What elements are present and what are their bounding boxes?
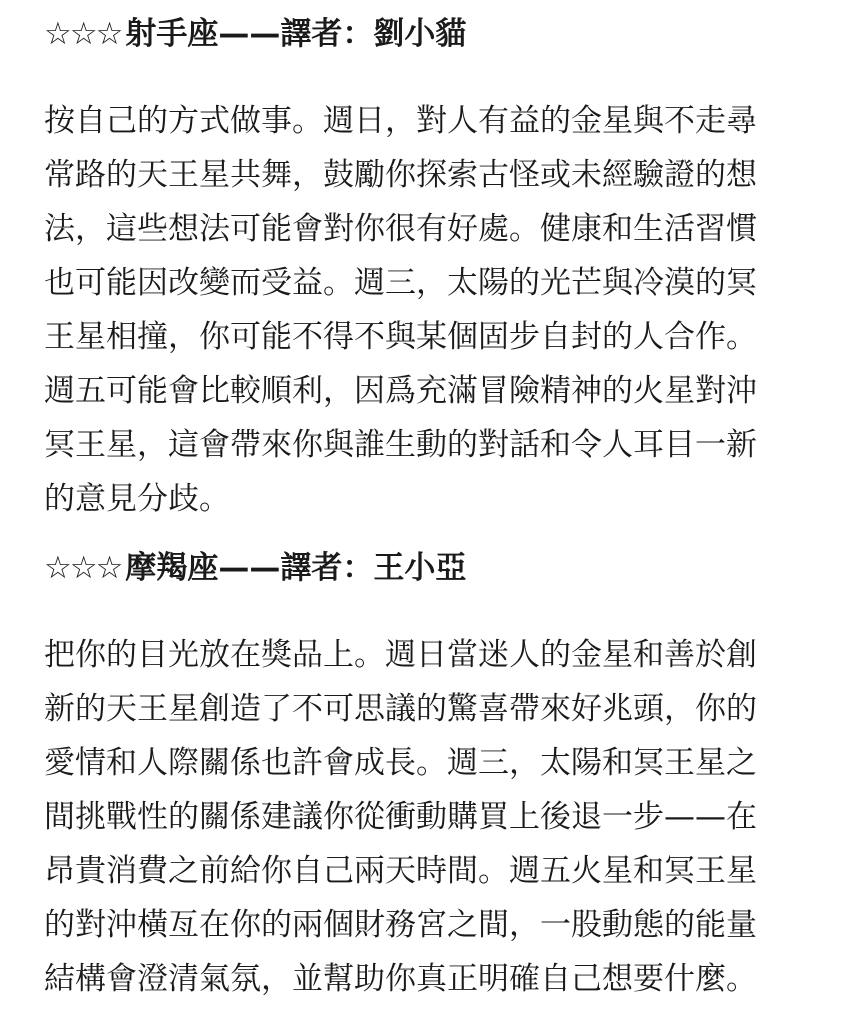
text-line: 按自己的方式做事。週日，對人有益的金星與不走尋 [44, 103, 757, 139]
text-line: 週五可能會比較順利，因爲充滿冒險精神的火星對沖 [44, 373, 757, 409]
heading-text: 摩羯座——譯者：王小亞 [125, 550, 467, 586]
text-line: 新的天王星創造了不可思議的驚喜帶來好兆頭，你的 [44, 691, 757, 727]
text-line: 冥王星，這會帶來你與誰生動的對話和令人耳目一新 [44, 427, 757, 463]
text-line: 把你的目光放在獎品上。週日當迷人的金星和善於創 [44, 637, 757, 673]
star-rating-icon: ☆☆☆ [44, 550, 122, 586]
heading-text: 射手座——譯者：劉小貓 [125, 16, 467, 52]
text-line: 間挑戰性的關係建議你從衝動購買上後退一步——在 [44, 799, 757, 835]
text-line: 愛情和人際關係也許會成長。週三，太陽和冥王星之 [44, 745, 757, 781]
section-heading-capricorn [44, 548, 466, 588]
text-line: 結構會澄清氣氛，並幫助你真正明確自己想要什麼。 [44, 961, 757, 997]
text-line: 法，這些想法可能會對你很有好處。健康和生活習慣 [44, 211, 757, 247]
text-line: 昂貴消費之前給你自己兩天時間。週五火星和冥王星 [44, 853, 757, 889]
text-line: 的對沖橫亙在你的兩個財務宮之間，一股動態的能量 [44, 907, 757, 943]
text-line: 王星相撞，你可能不得不與某個固步自封的人合作。 [44, 319, 757, 355]
text-line: 常路的天王星共舞，鼓勵你探索古怪或未經驗證的想 [44, 157, 757, 193]
section-heading-sagittarius [44, 14, 466, 54]
text-line: 也可能因改變而受益。週三，太陽的光芒與冷漠的冥 [44, 265, 757, 301]
star-rating-icon: ☆☆☆ [44, 16, 122, 52]
section-body-capricorn [44, 628, 757, 1006]
section-body-sagittarius [44, 94, 757, 526]
text-line: 的意見分歧。 [44, 481, 230, 517]
